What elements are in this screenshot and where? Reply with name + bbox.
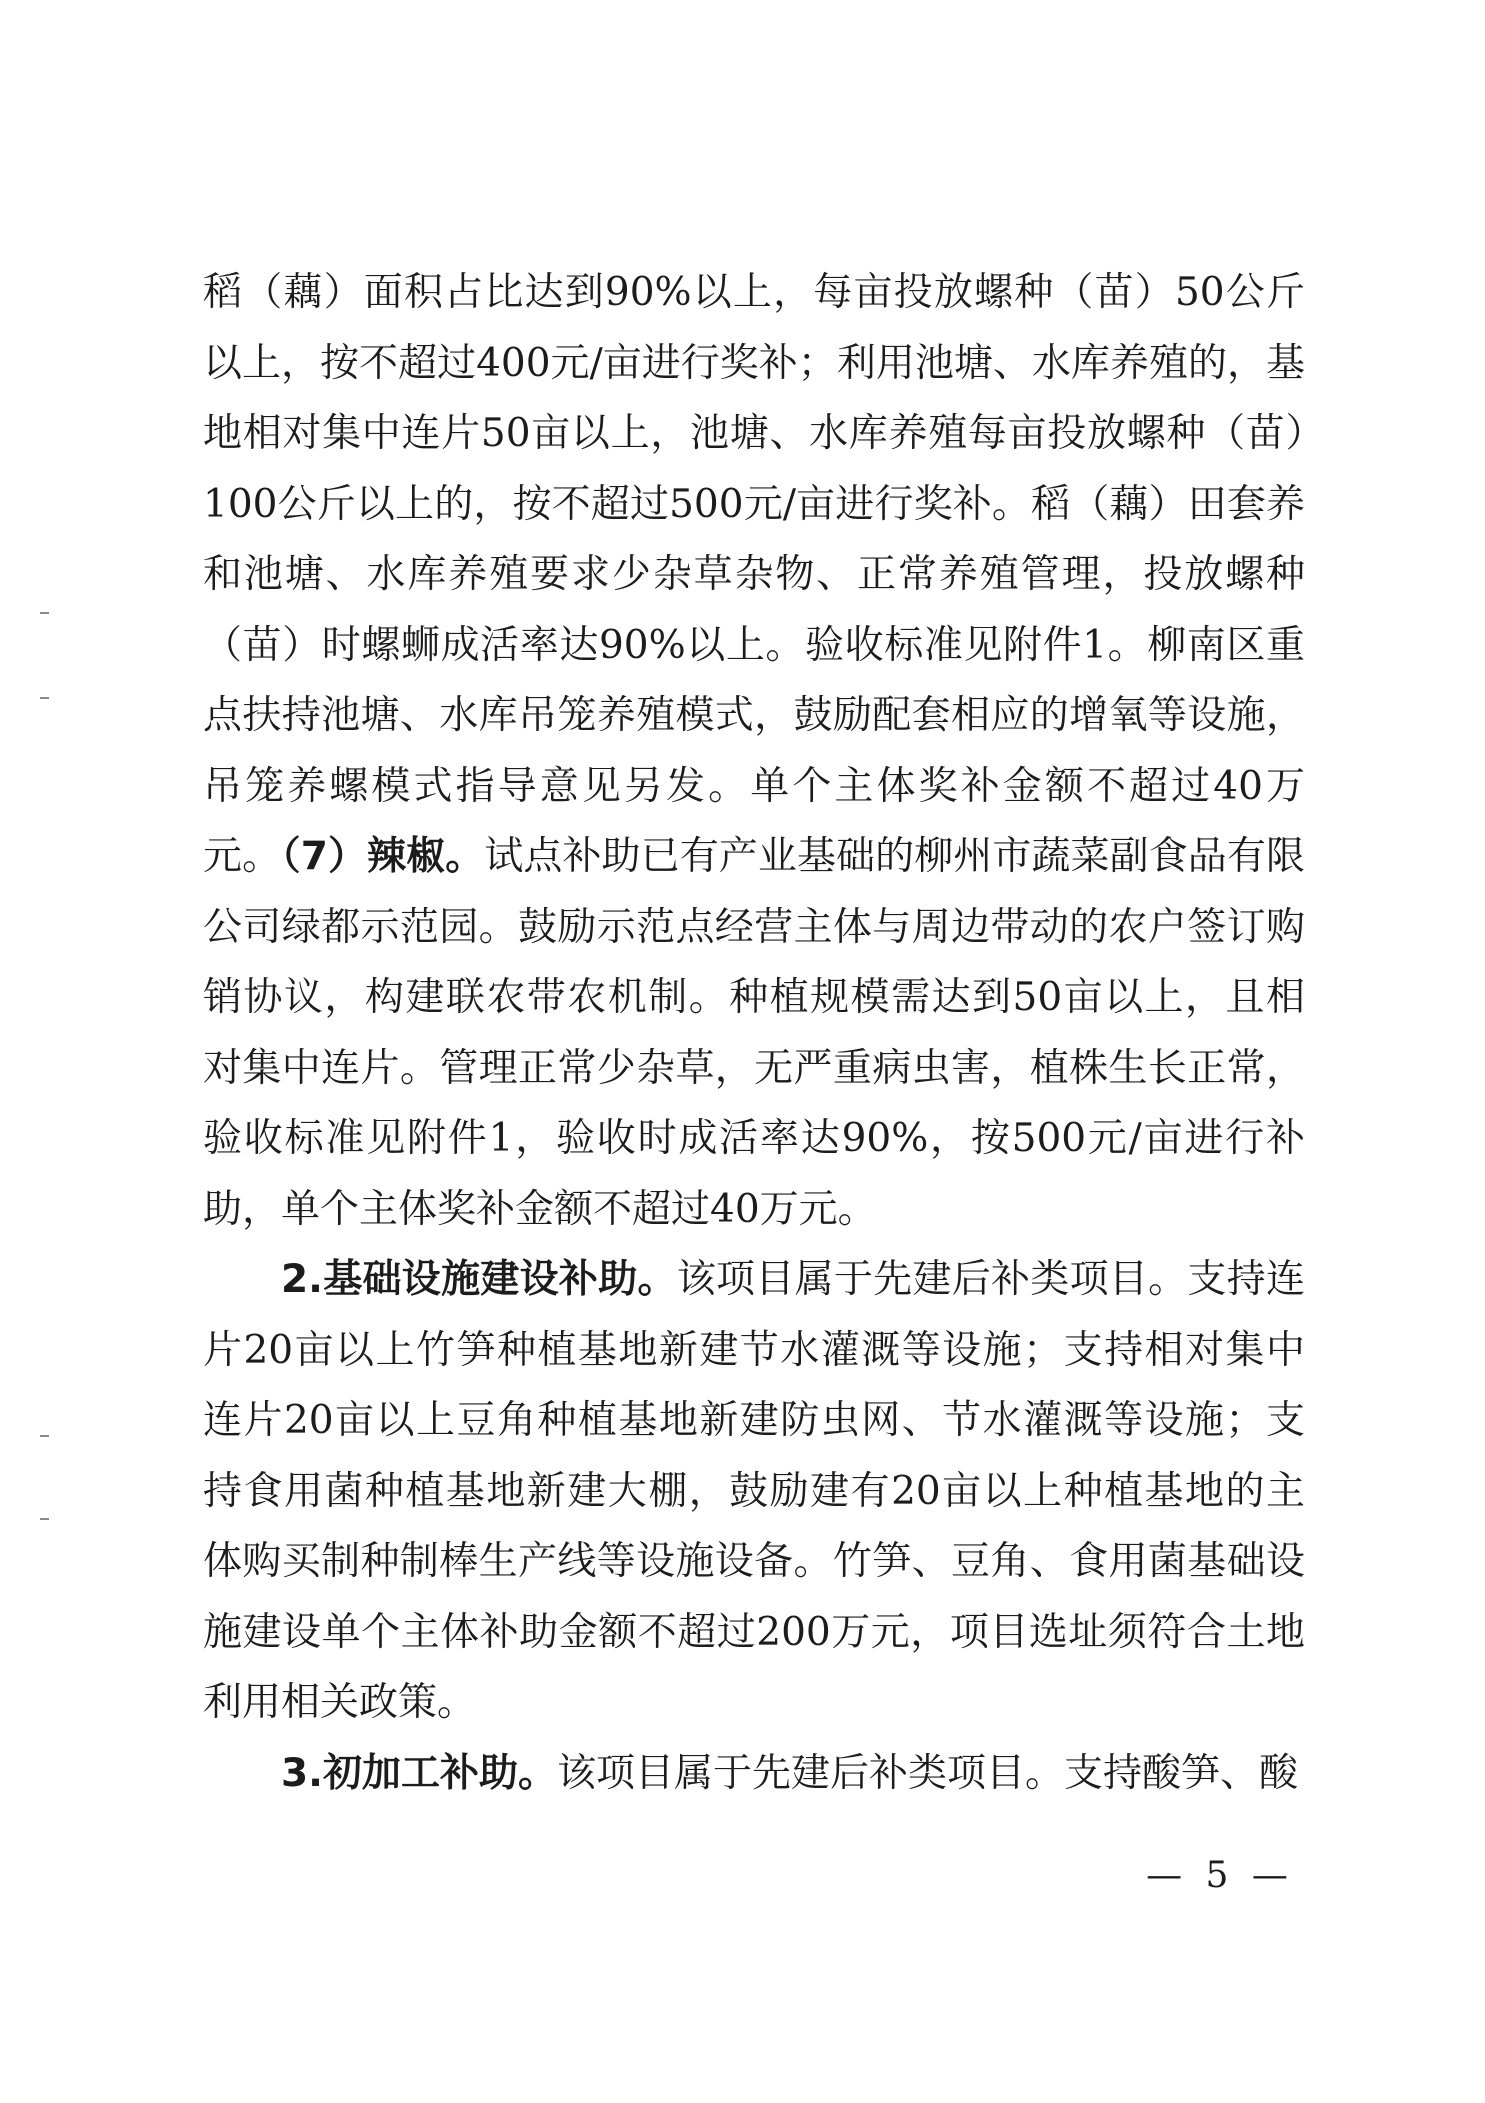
binding-mark: [40, 1435, 49, 1437]
section-heading-infrastructure: 2.基础设施建设补助。: [281, 1257, 677, 1302]
paragraph-chili-subsidy: [203, 258, 1305, 1245]
paragraph-text: 试点补助已有产业基础的柳州市蔬菜副食品有限公司绿都示范园。鼓励示范点经营主体与周边带动的农户签订购销协议，构建联农带农机制。种植规模需达到50亩以上，且相对集中连片。管理正常少杂草，无严重病虫害，植株生长正常，验收标准见附件1，验收时成活率达90%，按500元/亩进行补助，单个主体奖补金额不超过40万元。: [203, 834, 1305, 1232]
page-number: — 5 —: [1146, 1855, 1294, 1896]
paragraph-processing-subsidy: [203, 1739, 1305, 1810]
document-body: [203, 258, 1305, 1809]
paragraph-text: 该项目属于先建后补类项目。支持酸笋、酸: [556, 1750, 1298, 1796]
binding-mark: [40, 697, 49, 699]
paragraph-text: 该项目属于先建后补类项目。支持连片20亩以上竹笋种植基地新建节水灌溉等设施；支持相对集中连片20亩以上豆角种植基地新建防虫网、节水灌溉等设施；支持食用菌种植基地新建大棚，鼓励建有20亩以上种植基地的主体购买制种制棒生产线等设施设备。竹笋、豆角、食用菌基础设施建设单个主体补助金额不超过200万元，项目选址须符合土地利用相关政策。: [203, 1257, 1305, 1725]
section-heading-processing: 3.初加工补助。: [281, 1750, 557, 1796]
section-heading-chili: （7）辣椒。: [281, 834, 485, 879]
paragraph-infrastructure-subsidy: [203, 1245, 1305, 1739]
binding-mark: [40, 612, 49, 614]
binding-mark: [40, 1518, 49, 1520]
paragraph-text: 稻（藕）面积占比达到90%以上，每亩投放螺种（苗）50公斤以上，按不超过400元/亩进行奖补；利用池塘、水库养殖的，基地相对集中连片50亩以上，池塘、水库养殖每亩投放螺种（苗）100公斤以上的，按不超过500元/亩进行奖补。稻（藕）田套养和池塘、水库养殖要求少杂草杂物、正常养殖管理，投放螺种（苗）时螺蛳成活率达90%以上。验收标准见附件1。柳南区重点扶持池塘、水库吊笼养殖模式，鼓励配套相应的增氧等设施，吊笼养螺模式指导意见另发。单个主体奖补金额不超过40万元。: [203, 270, 1305, 879]
